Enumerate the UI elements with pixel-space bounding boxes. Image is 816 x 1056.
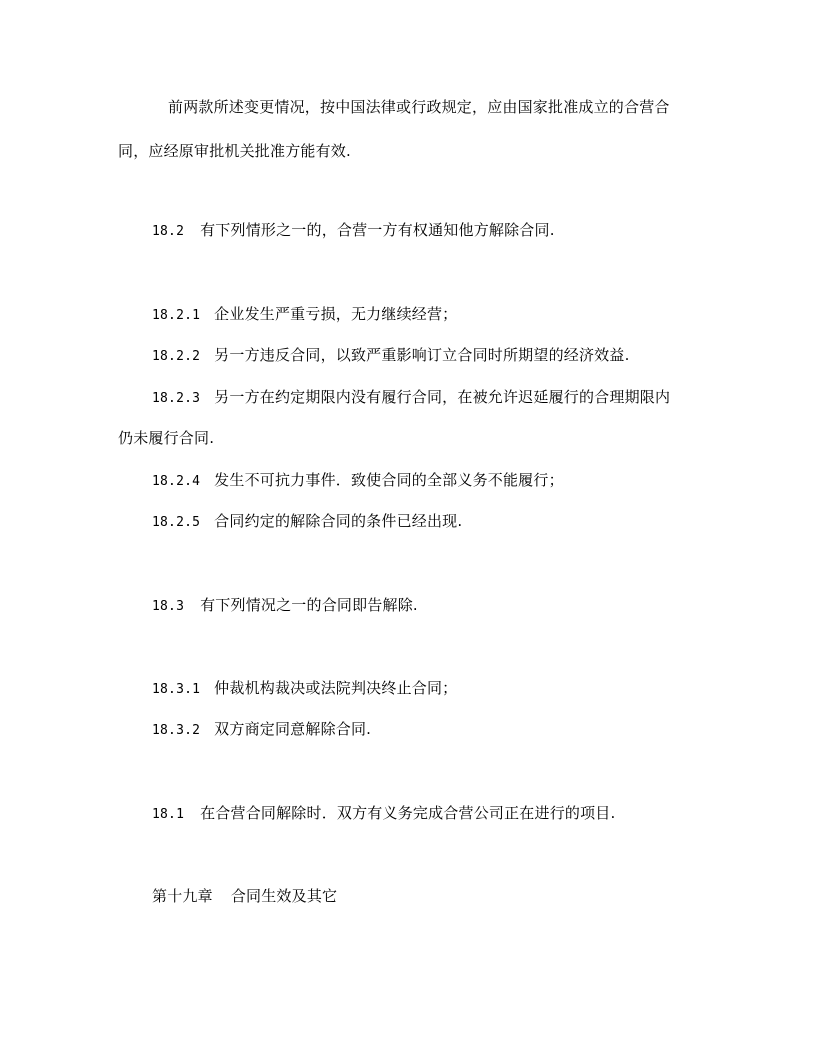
clause-text: 在合营合同解除时．双方有义务完成合营公司正在进行的项目.	[200, 804, 616, 822]
clause-continuation-text: 仍未履行合同.	[118, 429, 215, 447]
intro-text-line-2: 同，应经原审批机关批准方能有效.	[118, 142, 351, 160]
clause-text: 有下列情况之一的合同即告解除.	[200, 596, 418, 614]
chapter-label: 第十九章	[152, 887, 213, 905]
clause-18-3	[152, 596, 418, 616]
clause-number: 18.3	[152, 599, 185, 614]
clause-text: 有下列情形之一的，合营一方有权通知他方解除合同.	[200, 221, 555, 239]
clause-text: 另一方违反合同，以致严重影响订立合同时所期望的经济效益.	[214, 346, 630, 364]
clause-number: 18.2.5	[152, 515, 201, 530]
clause-text: 仲裁机构裁决或法院判决终止合同；	[214, 679, 458, 697]
intro-paragraph-line-1	[168, 98, 670, 116]
clause-18-2-2	[152, 346, 630, 366]
clause-number: 18.3.2	[152, 723, 201, 738]
clause-text: 合同约定的解除合同的条件已经出现.	[214, 512, 463, 530]
clause-18-1	[152, 804, 615, 824]
clause-number: 18.2.4	[152, 474, 201, 489]
clause-18-2	[152, 221, 555, 241]
clause-number: 18.2.2	[152, 349, 201, 364]
clause-18-3-2	[152, 720, 371, 740]
chapter-19-heading	[152, 887, 337, 905]
clause-18-2-3-continuation	[118, 429, 214, 447]
clause-number: 18.1	[152, 807, 185, 822]
clause-text: 双方商定同意解除合同.	[214, 720, 372, 738]
clause-text: 另一方在约定期限内没有履行合同，在被允许迟延履行的合理期限内	[214, 388, 671, 406]
clause-text: 企业发生严重亏损，无力继续经营；	[214, 305, 458, 323]
clause-number: 18.2.1	[152, 308, 201, 323]
clause-18-2-1	[152, 305, 457, 325]
intro-text-line-1: 前两款所述变更情况，按中国法律或行政规定，应由国家批准成立的合营合	[168, 98, 670, 116]
chapter-title: 合同生效及其它	[230, 887, 338, 905]
clause-number: 18.3.1	[152, 682, 201, 697]
clause-18-2-4	[152, 471, 564, 491]
clause-number: 18.2	[152, 224, 185, 239]
clause-number: 18.2.3	[152, 391, 201, 406]
clause-text: 发生不可抗力事件．致使合同的全部义务不能履行；	[214, 471, 564, 489]
intro-paragraph-line-2	[118, 142, 351, 160]
clause-18-2-3	[152, 388, 670, 408]
clause-18-2-5	[152, 512, 462, 532]
clause-18-3-1	[152, 679, 457, 699]
